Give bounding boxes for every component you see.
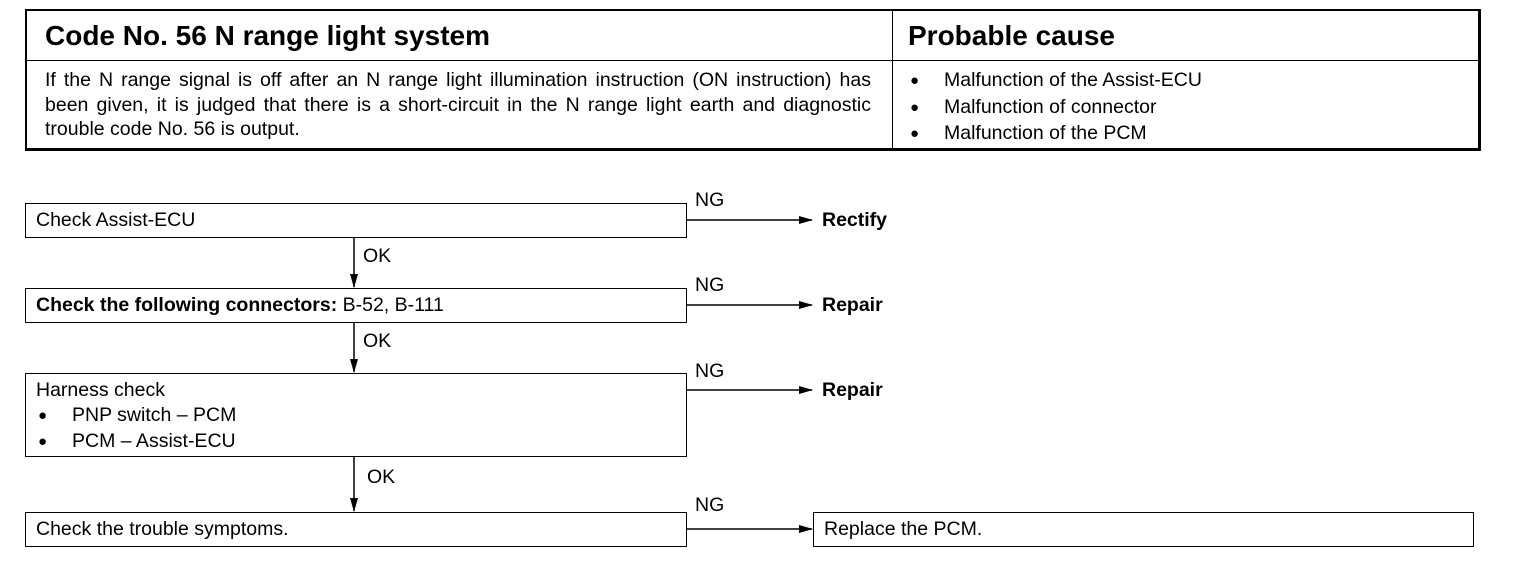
step2-label-bold: Check the following connectors:: [36, 294, 338, 316]
harness-item: ●PNP switch – PCM: [36, 403, 686, 430]
step2-label-rest: B-52, B-111: [337, 294, 444, 316]
cause-item: ●Malfunction of the PCM: [908, 121, 1202, 148]
ng-label-1: NG: [695, 189, 725, 211]
ok-label-1: OK: [363, 245, 392, 267]
harness-check-box: [25, 373, 687, 457]
ng-label-4: NG: [695, 494, 725, 516]
ok-label-3: OK: [367, 466, 396, 488]
cause-title: Probable cause: [908, 20, 1115, 51]
result-repair-2: Repair: [822, 379, 883, 401]
bullet-icon: [36, 429, 72, 456]
step4-label: Check the trouble symptoms.: [36, 518, 289, 540]
check-assist-ecu-box: [25, 203, 687, 238]
code-description: If the N range signal is off after an N range light illumination instruction (ON instruction) has been given, it is judged that there is a short-circuit in the N range light earth and diagnostic trouble code No. 56 is output.: [45, 69, 871, 140]
bullet-icon: [36, 403, 72, 430]
step1-label: Check Assist-ECU: [36, 209, 196, 231]
replace-pcm-box: [813, 512, 1474, 547]
step3-label: Harness check: [36, 379, 165, 401]
ok-label-2: OK: [363, 330, 392, 352]
ng-label-3: NG: [695, 360, 725, 382]
ng-label-2: NG: [695, 274, 725, 296]
check-connectors-box: [25, 288, 687, 323]
result-rectify: Rectify: [822, 209, 888, 231]
cause-item: ●Malfunction of the Assist-ECU: [908, 68, 1202, 95]
cause-item: ●Malfunction of connector: [908, 95, 1202, 122]
harness-item: ●PCM – Assist-ECU: [36, 429, 686, 456]
code-title: Code No. 56 N range light system: [45, 20, 490, 51]
result-repair-1: Repair: [822, 294, 883, 316]
step4-result: Replace the PCM.: [824, 518, 983, 540]
check-trouble-symptoms-box: [25, 512, 687, 547]
